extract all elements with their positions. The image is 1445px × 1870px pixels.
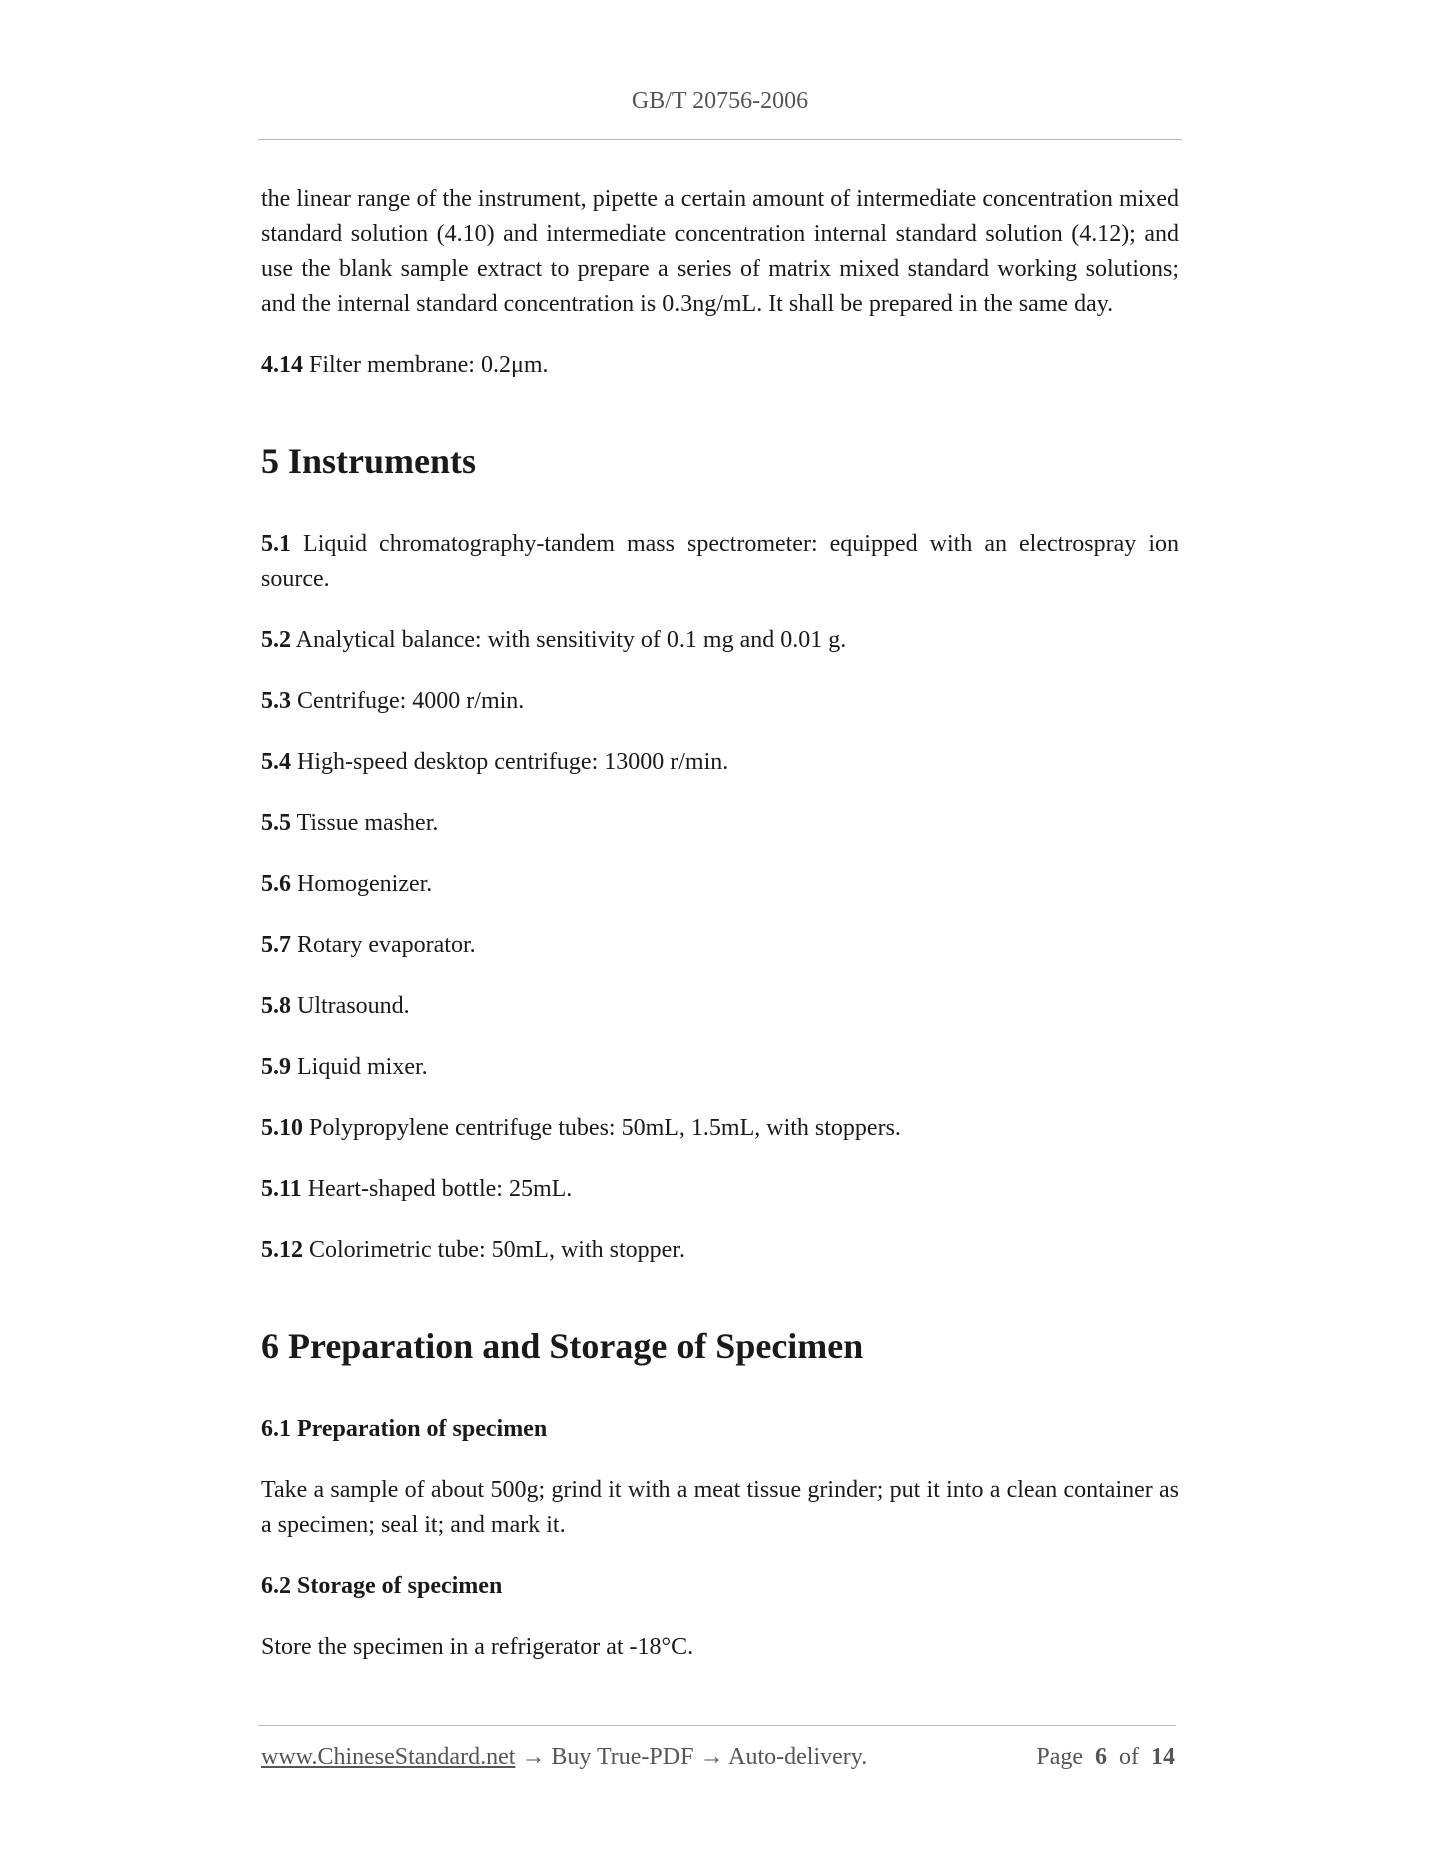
section-5-heading: 5 Instruments <box>261 441 477 481</box>
clause-number: 5.1 <box>261 531 291 557</box>
total-pages: 14 <box>1151 1744 1175 1770</box>
clause-number: 5.10 <box>261 1115 303 1141</box>
clause-5-11 <box>261 1172 1179 1207</box>
clause-4-14 <box>261 348 1179 383</box>
clause-number: 5.7 <box>261 932 291 958</box>
clause-text: Ultrasound. <box>291 993 410 1019</box>
header-divider <box>258 139 1182 140</box>
section-6-heading: 6 Preparation and Storage of Specimen <box>261 1326 864 1366</box>
clause-number: 4.14 <box>261 352 303 378</box>
arrow-icon: → <box>521 1744 546 1770</box>
clause-text: High-speed desktop centrifuge: 13000 r/min. <box>291 749 729 775</box>
clause-text: Filter membrane: 0.2μm. <box>303 352 549 378</box>
clause-text: Liquid mixer. <box>291 1054 428 1080</box>
document-body <box>261 182 1179 1691</box>
current-page: 6 <box>1095 1744 1107 1770</box>
clause-5-1 <box>261 527 1179 597</box>
page-of-label: of <box>1119 1744 1139 1770</box>
clause-number: 5.9 <box>261 1054 291 1080</box>
clause-number: 5.6 <box>261 871 291 897</box>
subsection-6-1-heading: 6.1 Preparation of specimen <box>261 1416 548 1442</box>
clause-5-12 <box>261 1233 1179 1268</box>
footer-promo <box>261 1744 867 1771</box>
buy-pdf-text: Buy True-PDF <box>551 1744 694 1770</box>
clause-5-5 <box>261 806 1179 841</box>
clause-text: Homogenizer. <box>291 871 433 897</box>
page-header: GB/T 20756-2006 <box>631 88 809 114</box>
clause-text: Centrifuge: 4000 r/min. <box>291 688 525 714</box>
clause-number: 5.2 <box>261 627 291 653</box>
subsection-6-1-text: Take a sample of about 500g; grind it with a meat tissue grinder; put it into a clean container as a specimen; seal it; and mark it. <box>261 1477 1179 1538</box>
clause-text: Heart-shaped bottle: 25mL. <box>301 1176 573 1202</box>
page-label: Page <box>1036 1744 1083 1770</box>
clause-text: Liquid chromatography-tandem mass spectrometer: equipped with an electrospray ion source. <box>261 531 1179 592</box>
auto-delivery-text: Auto-delivery. <box>728 1744 868 1770</box>
clause-number: 5.11 <box>261 1176 302 1202</box>
clause-5-3 <box>261 684 1179 719</box>
clause-text: Rotary evaporator. <box>291 932 476 958</box>
clause-text: Polypropylene centrifuge tubes: 50mL, 1.5mL, with stoppers. <box>303 1115 901 1141</box>
clause-5-10 <box>261 1111 1179 1146</box>
clause-number: 5.4 <box>261 749 291 775</box>
clause-5-9 <box>261 1050 1179 1085</box>
clause-number: 5.5 <box>261 810 291 836</box>
website-link[interactable]: www.ChineseStandard.net <box>261 1744 516 1770</box>
clause-text: Colorimetric tube: 50mL, with stopper. <box>303 1237 685 1263</box>
clause-text: Analytical balance: with sensitivity of 0.1 mg and 0.01 g. <box>291 627 847 653</box>
clause-5-2 <box>261 623 1179 658</box>
intro-paragraph: the linear range of the instrument, pipette a certain amount of intermediate concentration mixed standard solution (4.10) and intermediate concentration internal standard solution (4.12); and use the blank sample extract to prepare a series of matrix mixed standard working solutions; and the internal standard concentration is 0.3ng/mL. It shall be prepared in the same day. <box>261 186 1179 317</box>
clause-5-7 <box>261 928 1179 963</box>
arrow-icon: → <box>699 1744 724 1770</box>
subsection-6-2-text: Store the specimen in a refrigerator at -18°C. <box>261 1634 694 1660</box>
clause-5-4 <box>261 745 1179 780</box>
clause-number: 5.3 <box>261 688 291 714</box>
footer-divider <box>258 1725 1176 1726</box>
page-number <box>1036 1744 1175 1771</box>
clause-number: 5.12 <box>261 1237 303 1263</box>
clause-number: 5.8 <box>261 993 291 1019</box>
subsection-6-2-heading: 6.2 Storage of specimen <box>261 1573 503 1599</box>
clause-text: Tissue masher. <box>291 810 439 836</box>
clause-5-6 <box>261 867 1179 902</box>
clause-5-8 <box>261 989 1179 1024</box>
